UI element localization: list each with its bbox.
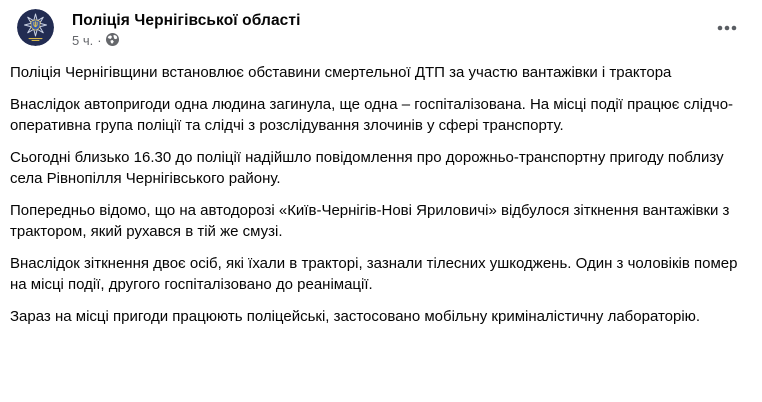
timestamp-link[interactable]: 5 ч.: [72, 33, 94, 48]
post-paragraph: Внаслідок зіткнення двоє осіб, які їхали в тракторі, зазнали тілесних ушкоджень. Один з чоловіків помер на місці події, другого госпіталізовано до реанімації.: [10, 255, 738, 293]
meta-separator: ·: [97, 33, 102, 48]
post-paragraph: Сьогодні близько 16.30 до поліції надійшло повідомлення про дорожньо-транспортну пригоду поблизу села Рівнопілля Чернігівського району.: [10, 149, 724, 187]
ellipsis-icon: [717, 19, 737, 34]
more-options-button[interactable]: [710, 10, 743, 43]
post-paragraph: Поліція Чернігівщини встановлює обставини смертельної ДТП за участю вантажівки і трактора: [10, 64, 672, 81]
header-text: [72, 9, 301, 50]
page-avatar[interactable]: [17, 9, 54, 46]
page-name-link[interactable]: Поліція Чернігівської області: [72, 12, 301, 29]
post-meta: [72, 32, 301, 50]
police-badge-icon: [17, 33, 54, 46]
post-header: [0, 0, 762, 50]
post-paragraph: Зараз на місці пригоди працюють поліцейські, застосовано мобільну криміналістичну лабораторію.: [10, 308, 701, 325]
post-paragraph: Попередньо відомо, що на автодорозі «Київ-Чернігів-Нові Яриловичі» відбулося зіткнення вантажівки з трактором, який рухався в тій же смузі.: [10, 202, 730, 240]
post-body: [0, 62, 762, 341]
globe-icon: [106, 33, 119, 50]
post-paragraph: Внаслідок автопригоди одна людина загинула, ще одна – госпіталізована. На місці події працює слідчо-оперативна група поліції та слідчі з розслідування злочинів у сфері транспорту.: [10, 96, 734, 134]
